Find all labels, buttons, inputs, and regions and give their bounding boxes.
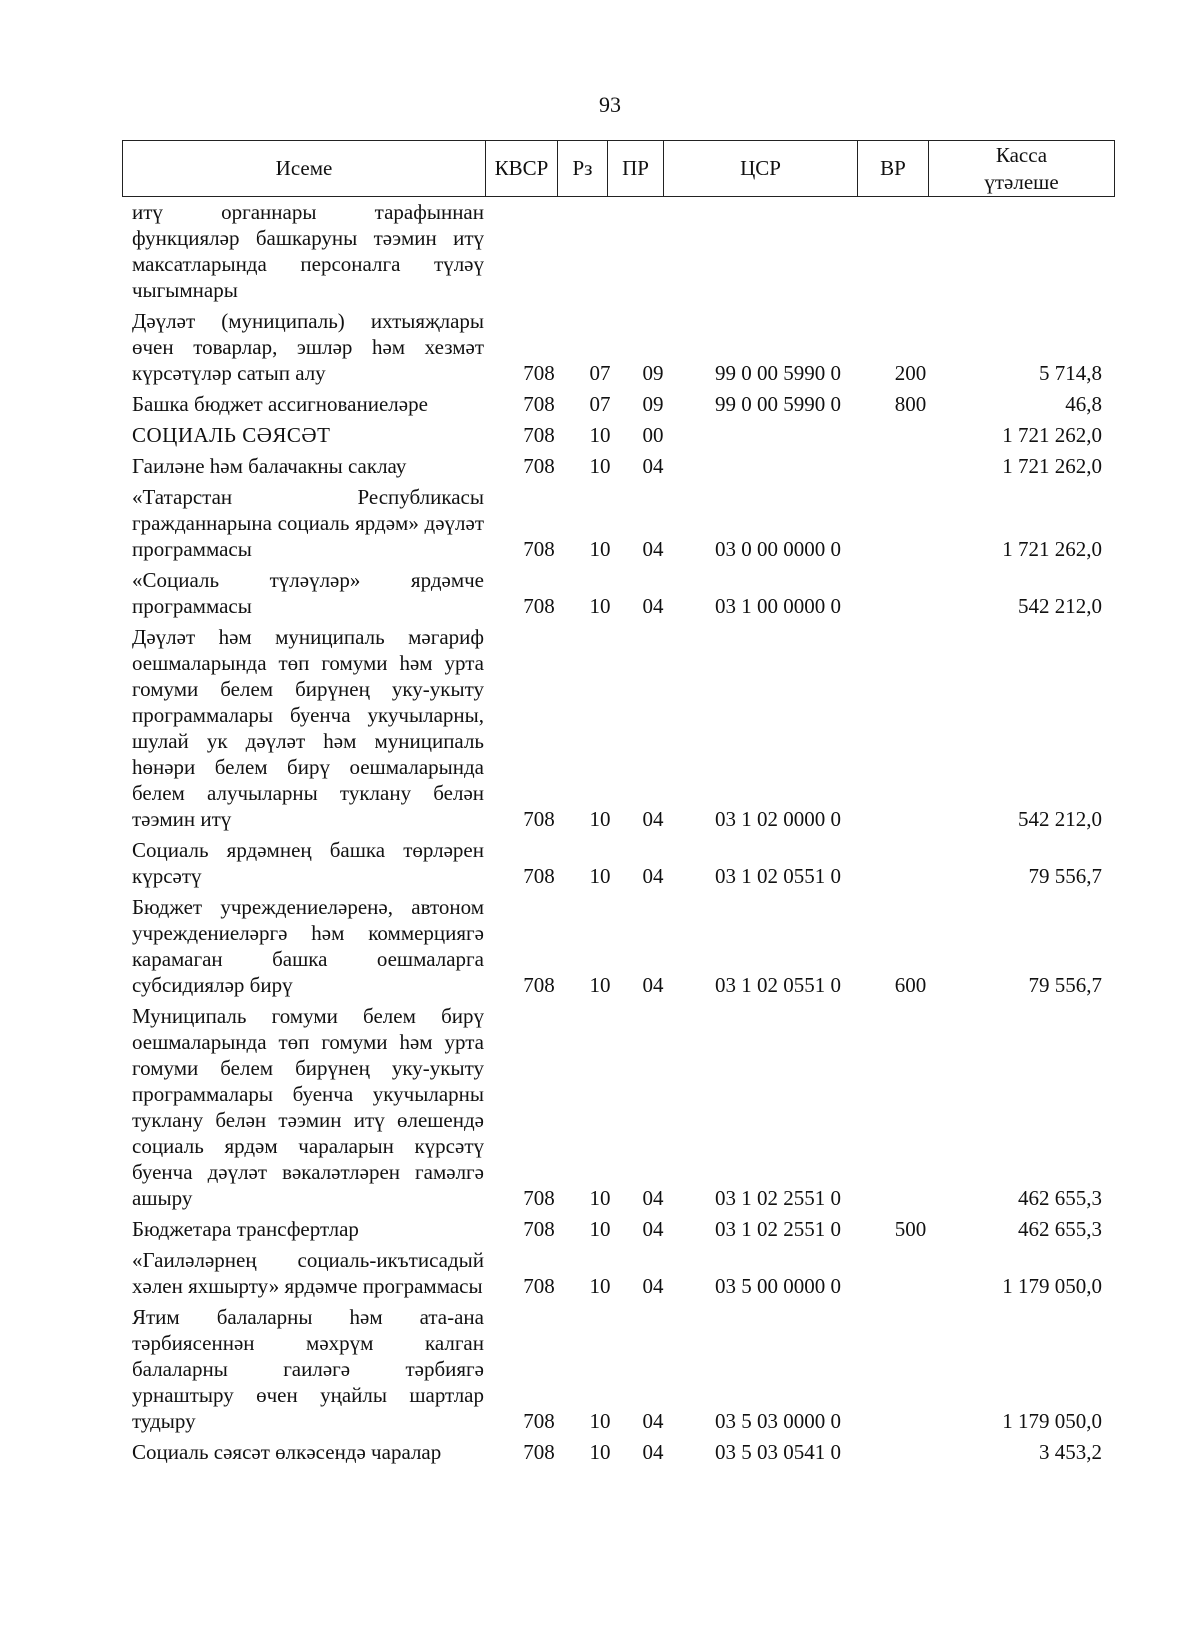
row-pr: 09 xyxy=(642,392,664,416)
table-row xyxy=(122,1216,1114,1242)
row-kassa: 1 179 050,0 xyxy=(1002,1274,1102,1298)
table-body xyxy=(122,199,1114,1470)
row-kvsr: 708 xyxy=(523,973,555,997)
row-csr: 99 0 00 5990 0 xyxy=(715,392,841,416)
row-kvsr: 708 xyxy=(523,864,555,888)
row-name: Гаиләне һәм балачакны саклау xyxy=(132,454,407,478)
row-csr: 03 1 02 2551 0 xyxy=(715,1217,841,1241)
row-rz: 10 xyxy=(589,537,611,561)
row-kassa: 462 655,3 xyxy=(1018,1186,1102,1210)
row-name: Ятим балаларны һәм ата-ана тәрбиясеннән мәхрүм калган балаларны гаиләгә тәрбиягә урнаштыру өчен уңайлы шартлар тудыру xyxy=(132,1305,484,1433)
row-name: «Гаиләләрнең социаль-икътисадый хәлен яхшырту» ярдәмче программасы xyxy=(132,1248,484,1298)
row-csr: 03 0 00 0000 0 xyxy=(715,537,841,561)
row-vr: 200 xyxy=(894,361,927,385)
table-row xyxy=(122,567,1114,619)
header-kassa: Касса үтәлеше xyxy=(929,141,1115,197)
row-vr: 800 xyxy=(894,392,927,416)
row-rz: 10 xyxy=(589,1409,611,1433)
row-rz: 10 xyxy=(589,454,611,478)
table-header xyxy=(122,140,1115,197)
row-pr: 04 xyxy=(642,454,664,478)
row-vr: 500 xyxy=(894,1217,927,1241)
row-name: Дәүләт (муниципаль) ихтыяҗлары өчен товарлар, эшләр һәм хезмәт күрсәтүләр сатып алу xyxy=(132,309,484,385)
row-kvsr: 708 xyxy=(523,807,555,831)
row-rz: 10 xyxy=(589,807,611,831)
row-pr: 04 xyxy=(642,1274,664,1298)
row-name: Социаль ярдәмнең башка төрләрен күрсәтү xyxy=(132,838,484,888)
row-pr: 04 xyxy=(642,1186,664,1210)
row-csr: 03 5 03 0541 0 xyxy=(715,1440,841,1464)
row-rz: 10 xyxy=(589,973,611,997)
row-pr: 04 xyxy=(642,537,664,561)
row-kvsr: 708 xyxy=(523,594,555,618)
row-csr: 03 1 02 0551 0 xyxy=(715,973,841,997)
row-kassa: 1 721 262,0 xyxy=(1002,537,1102,561)
table-row xyxy=(122,624,1114,832)
row-kvsr: 708 xyxy=(523,1217,555,1241)
table-row xyxy=(122,199,1114,303)
row-name: Дәүләт һәм муниципаль мәгариф оешмаларында төп гомуми һәм урта гомуми белем бирүнең уку-укыту программалары буенча укучыларны, шулай ук дәүләт һәм муниципаль һөнәри белем бирү оешмаларында белем алучыларны туклану белән тәэмин итү xyxy=(132,625,484,831)
table-row xyxy=(122,894,1114,998)
row-kvsr: 708 xyxy=(523,1409,555,1433)
row-name: Бюджет учреждениеләренә, автоном учреждениеләргә һәм коммерциягә карамаган башка оешмаларга субсидияләр бирү xyxy=(132,895,484,997)
row-pr: 04 xyxy=(642,807,664,831)
row-kassa: 1 721 262,0 xyxy=(1002,454,1102,478)
table-row xyxy=(122,484,1114,562)
row-rz: 07 xyxy=(589,392,611,416)
row-rz: 10 xyxy=(589,1186,611,1210)
row-csr: 99 0 00 5990 0 xyxy=(715,361,841,385)
row-rz: 10 xyxy=(589,1440,611,1464)
row-rz: 10 xyxy=(589,594,611,618)
row-kassa: 46,8 xyxy=(1065,392,1102,416)
table-row xyxy=(122,1304,1114,1434)
table-row xyxy=(122,837,1114,889)
row-csr: 03 5 00 0000 0 xyxy=(715,1274,841,1298)
row-kvsr: 708 xyxy=(523,423,555,447)
table-row xyxy=(122,1439,1114,1465)
row-pr: 00 xyxy=(642,423,664,447)
row-kvsr: 708 xyxy=(523,361,555,385)
row-kassa: 1 721 262,0 xyxy=(1002,423,1102,447)
row-rz: 10 xyxy=(589,1274,611,1298)
header-pr: ПР xyxy=(608,141,664,197)
row-rz: 10 xyxy=(589,1217,611,1241)
row-kvsr: 708 xyxy=(523,537,555,561)
row-kvsr: 708 xyxy=(523,1274,555,1298)
row-kassa: 542 212,0 xyxy=(1018,594,1102,618)
row-pr: 04 xyxy=(642,1217,664,1241)
row-kvsr: 708 xyxy=(523,1440,555,1464)
row-kassa: 79 556,7 xyxy=(1028,864,1102,888)
row-kvsr: 708 xyxy=(523,454,555,478)
row-vr: 600 xyxy=(894,973,927,997)
table-row xyxy=(122,1003,1114,1211)
row-name: Башка бюджет ассигнованиеләре xyxy=(132,392,428,416)
table-row xyxy=(122,1247,1114,1299)
row-kassa: 3 453,2 xyxy=(1039,1440,1102,1464)
row-name: Социаль сәясәт өлкәсендә чаралар xyxy=(132,1440,442,1464)
row-kvsr: 708 xyxy=(523,392,555,416)
row-kassa: 1 179 050,0 xyxy=(1002,1409,1102,1433)
table-row xyxy=(122,391,1114,417)
row-pr: 04 xyxy=(642,594,664,618)
header-kvsr: КВСР xyxy=(486,141,558,197)
row-pr: 04 xyxy=(642,864,664,888)
row-name: итү органнары тарафыннан функцияләр башкаруны тәэмин итү максатларында персоналга түләү чыгымнары xyxy=(132,200,484,302)
header-csr: ЦСР xyxy=(664,141,858,197)
table-row xyxy=(122,453,1114,479)
header-rz: Рз xyxy=(558,141,608,197)
row-pr: 04 xyxy=(642,1409,664,1433)
table-row xyxy=(122,308,1114,386)
header-name: Исеме xyxy=(123,141,486,197)
row-kassa: 79 556,7 xyxy=(1028,973,1102,997)
row-kassa: 5 714,8 xyxy=(1039,361,1102,385)
row-name: «Социаль түләүләр» ярдәмче программасы xyxy=(132,568,484,618)
row-csr: 03 1 00 0000 0 xyxy=(715,594,841,618)
row-name: Бюджетара трансфертлар xyxy=(132,1217,359,1241)
row-pr: 04 xyxy=(642,1440,664,1464)
row-csr: 03 1 02 2551 0 xyxy=(715,1186,841,1210)
row-name: Муниципаль гомуми белем бирү оешмаларында төп гомуми һәм урта гомуми белем бирүнең уку-укыту программалары буенча укучыларны туклану белән тәэмин итү өлешендә социаль ярдәм чараларын күрсәтү буенча дәүләт вәкаләтләрен гамәлгә ашыру xyxy=(132,1004,484,1210)
row-kassa: 462 655,3 xyxy=(1018,1217,1102,1241)
row-rz: 10 xyxy=(589,423,611,447)
table-row xyxy=(122,422,1114,448)
row-csr: 03 5 03 0000 0 xyxy=(715,1409,841,1433)
row-kassa: 542 212,0 xyxy=(1018,807,1102,831)
header-vr: ВР xyxy=(858,141,929,197)
row-name: «Татарстан Республикасы гражданнарына социаль ярдәм» дәүләт программасы xyxy=(132,485,484,561)
row-pr: 09 xyxy=(642,361,664,385)
page-number: 93 xyxy=(599,92,621,117)
row-rz: 07 xyxy=(589,361,611,385)
row-pr: 04 xyxy=(642,973,664,997)
row-csr: 03 1 02 0000 0 xyxy=(715,807,841,831)
row-csr: 03 1 02 0551 0 xyxy=(715,864,841,888)
row-rz: 10 xyxy=(589,864,611,888)
row-name: СОЦИАЛЬ СӘЯСӘТ xyxy=(132,423,331,447)
row-kvsr: 708 xyxy=(523,1186,555,1210)
